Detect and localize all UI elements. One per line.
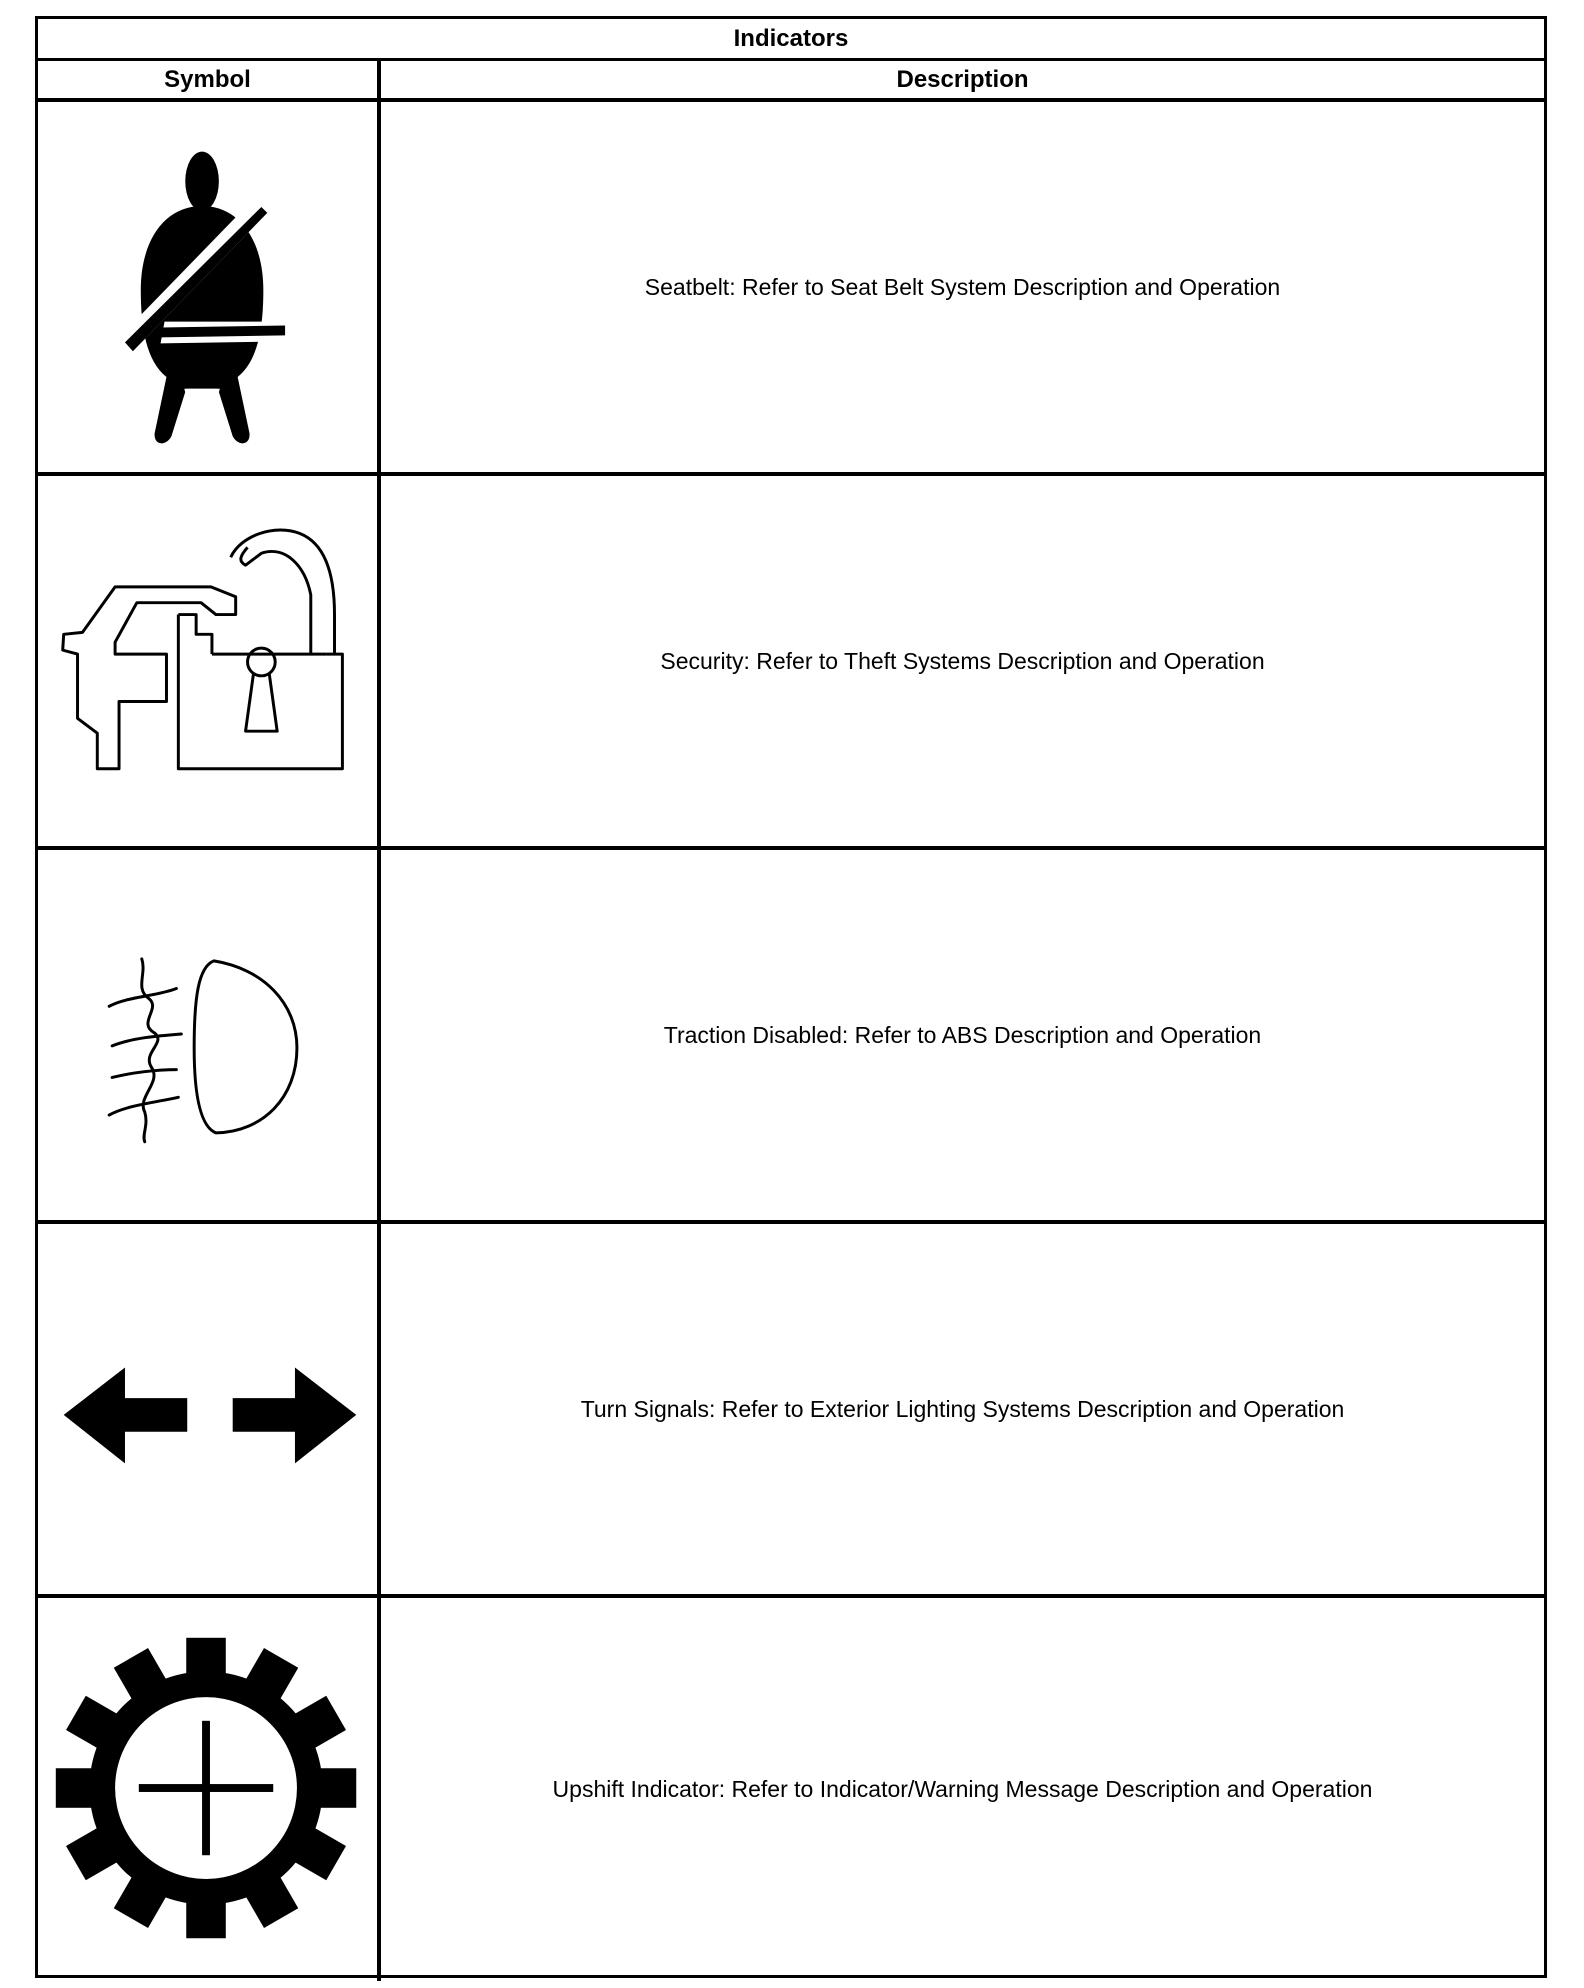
upshift-gear-icon	[38, 1598, 377, 1981]
table-header-row	[38, 61, 1544, 102]
symbol-cell	[38, 1598, 381, 1981]
description-cell: Seatbelt: Refer to Seat Belt System Description and Operation	[644, 273, 1281, 300]
table-title: Indicators	[38, 19, 1544, 61]
seatbelt-icon	[38, 102, 377, 472]
table-row	[38, 102, 1544, 476]
table-row	[38, 476, 1544, 850]
header-symbol: Symbol	[38, 61, 381, 98]
symbol-cell	[38, 102, 381, 472]
table-row	[38, 850, 1544, 1224]
turn-signal-arrows-icon	[38, 1224, 377, 1594]
fog-lamp-icon	[38, 850, 377, 1220]
symbol-cell	[38, 476, 381, 846]
description-cell: Security: Refer to Theft Systems Description and Operation	[660, 647, 1265, 674]
description-cell: Traction Disabled: Refer to ABS Description and Operation	[663, 1021, 1262, 1048]
symbol-cell	[38, 850, 381, 1220]
security-lock-icon	[38, 476, 377, 846]
header-description: Description	[896, 65, 1029, 93]
table-body	[38, 102, 1544, 1975]
table-row	[38, 1224, 1544, 1598]
description-cell: Upshift Indicator: Refer to Indicator/Warning Message Description and Operation	[552, 1776, 1373, 1802]
table-row	[38, 1598, 1544, 1981]
description-cell: Turn Signals: Refer to Exterior Lighting Systems Description and Operation	[580, 1395, 1345, 1422]
symbol-cell	[38, 1224, 381, 1594]
indicators-table	[35, 16, 1547, 1978]
